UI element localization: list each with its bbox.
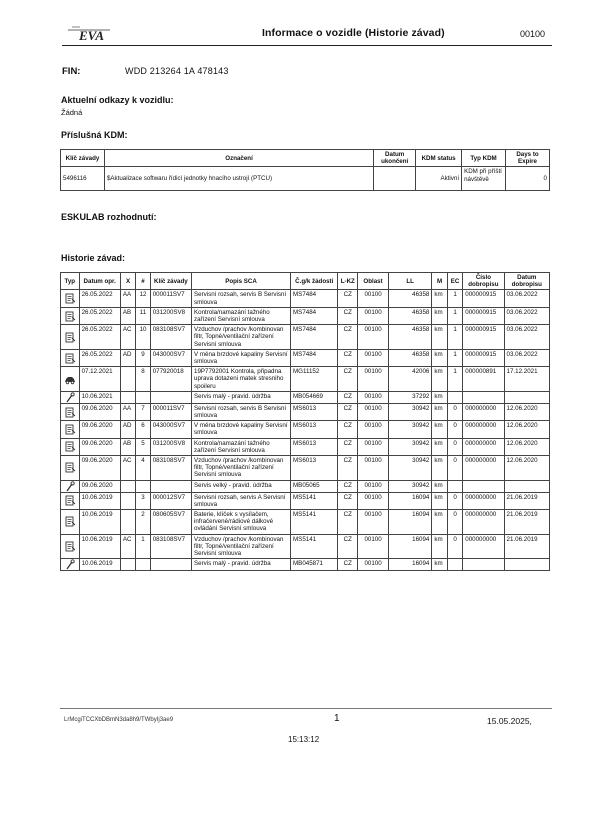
history-number: 10 [136, 325, 150, 350]
history-credit-number [463, 391, 504, 403]
history-m: km [432, 307, 447, 324]
document-icon [64, 355, 76, 362]
history-col-type: Typ [61, 273, 80, 290]
history-credit-date [504, 559, 549, 571]
history-description: Kontrola/namazání tažného zařízení Servisní smlouva [192, 438, 291, 455]
history-description: V měna brzdové kapaliny Servisní smlouva [192, 421, 291, 438]
history-request: MB054669 [291, 391, 338, 403]
page-title: Informace o vozidle (Historie závad) [262, 27, 445, 39]
history-type-cell [61, 421, 80, 438]
fin-value: WDD 213264 1A 478143 [125, 66, 229, 76]
history-credit-number [463, 559, 504, 571]
history-col-lkz: L-KZ [338, 273, 358, 290]
history-number: 3 [136, 492, 150, 509]
history-x: AB [120, 438, 135, 455]
history-credit-date: 03.06.2022 [504, 349, 549, 366]
history-number: 8 [136, 367, 150, 392]
history-request: MS6013 [291, 438, 338, 455]
history-number: 11 [136, 307, 150, 324]
history-row [61, 510, 550, 535]
history-m: km [432, 559, 447, 571]
history-col-key: Klíč závady [150, 273, 191, 290]
history-description: Servis malý - pravid. údržba [192, 391, 291, 403]
history-key: 031200SV8 [150, 307, 191, 324]
history-x: AC [120, 456, 135, 481]
history-date: 26.05.2022 [79, 325, 120, 350]
history-lkz: CZ [338, 438, 358, 455]
footer-time: 15:13:12 [288, 735, 320, 744]
history-type-cell [61, 391, 80, 403]
history-area: 00100 [358, 456, 389, 481]
history-type-cell [61, 480, 80, 492]
history-type-cell [61, 456, 80, 481]
history-credit-number [463, 480, 504, 492]
history-key: 077920018 [150, 367, 191, 392]
history-ll: 46358 [389, 349, 432, 366]
history-x [120, 492, 135, 509]
history-number: 12 [136, 290, 150, 307]
history-number: 7 [136, 403, 150, 420]
history-description: 19P7792001 Kontrola, připadna uprava dotazeni matek stresniho spoileru [192, 367, 291, 392]
history-description: Servisní rozsah, servis B Servisní smlouva [192, 403, 291, 420]
kdm-status: Aktivní [416, 167, 462, 191]
history-request: MS7484 [291, 307, 338, 324]
history-request: MS6013 [291, 421, 338, 438]
header-code: 00100 [520, 29, 546, 39]
document-icon [64, 519, 76, 526]
history-lkz: CZ [338, 325, 358, 350]
history-body [61, 290, 550, 571]
history-credit-date: 03.06.2022 [504, 307, 549, 324]
history-ll: 46358 [389, 325, 432, 350]
document-icon [64, 313, 76, 320]
history-ll: 16094 [389, 510, 432, 535]
history-credit-date: 21.06.2019 [504, 510, 549, 535]
history-ll: 30942 [389, 438, 432, 455]
history-credit-date: 12.06.2020 [504, 403, 549, 420]
document-icon [64, 426, 76, 433]
document-icon [64, 498, 76, 505]
history-ec: 0 [447, 510, 462, 535]
history-ec: 1 [447, 307, 462, 324]
history-ll: 46358 [389, 307, 432, 324]
history-col-date: Datum opr. [79, 273, 120, 290]
history-date: 26.05.2022 [79, 349, 120, 366]
history-request: MS6013 [291, 456, 338, 481]
history-date: 10.06.2019 [79, 559, 120, 571]
history-date: 07.12.2021 [79, 367, 120, 392]
history-row [61, 403, 550, 420]
history-x: AA [120, 403, 135, 420]
history-header-row [61, 273, 550, 290]
history-credit-number: 000000000 [463, 456, 504, 481]
history-x: AC [120, 325, 135, 350]
history-ec: 0 [447, 456, 462, 481]
kdm-col-days: Days to Expire [506, 150, 550, 167]
history-x [120, 559, 135, 571]
history-number: 2 [136, 510, 150, 535]
history-lkz: CZ [338, 480, 358, 492]
wrench-icon [64, 483, 76, 490]
history-area: 00100 [358, 480, 389, 492]
history-key: 083108SV7 [150, 456, 191, 481]
history-credit-number: 000000000 [463, 510, 504, 535]
history-date: 26.05.2022 [79, 307, 120, 324]
history-date: 26.05.2022 [79, 290, 120, 307]
history-area: 00100 [358, 403, 389, 420]
history-row [61, 456, 550, 481]
history-m: km [432, 290, 447, 307]
history-credit-number: 000000915 [463, 290, 504, 307]
kdm-header-row [61, 150, 550, 167]
history-key: 000011SV7 [150, 290, 191, 307]
history-ll: 16094 [389, 492, 432, 509]
history-area: 00100 [358, 510, 389, 535]
history-col-credit-date: Datum dobropisu [504, 273, 549, 290]
history-request: MG11152 [291, 367, 338, 392]
history-credit-date: 21.06.2019 [504, 534, 549, 559]
history-type-cell [61, 307, 80, 324]
history-request: MB045871 [291, 559, 338, 571]
kdm-row [61, 167, 550, 191]
history-m: km [432, 438, 447, 455]
history-ll: 37292 [389, 391, 432, 403]
history-m: km [432, 534, 447, 559]
history-ec: 1 [447, 290, 462, 307]
document-icon [64, 543, 76, 550]
eva-logo [66, 22, 112, 44]
history-ec: 1 [447, 367, 462, 392]
history-area: 00100 [358, 534, 389, 559]
history-number: 9 [136, 349, 150, 366]
history-ll: 30942 [389, 480, 432, 492]
history-lkz: CZ [338, 307, 358, 324]
history-key: 043000SV7 [150, 349, 191, 366]
history-description: Servis velký - pravid. údržba [192, 480, 291, 492]
history-area: 00100 [358, 307, 389, 324]
history-type-cell [61, 534, 80, 559]
history-lkz: CZ [338, 290, 358, 307]
document-icon [64, 334, 76, 341]
history-col-credit-number: Číslo dobropisu [463, 273, 504, 290]
history-description: Vzduchov /prachov /kombinovan filtr, Topné/ventilační zařízení Servisní smlouva [192, 534, 291, 559]
history-row [61, 534, 550, 559]
history-type-cell [61, 290, 80, 307]
history-lkz: CZ [338, 510, 358, 535]
history-credit-date [504, 391, 549, 403]
history-x [120, 480, 135, 492]
history-type-cell [61, 367, 80, 392]
history-type-cell [61, 403, 80, 420]
history-ec: 0 [447, 421, 462, 438]
history-row [61, 492, 550, 509]
history-ll: 30942 [389, 403, 432, 420]
history-col-number: # [136, 273, 150, 290]
history-m: km [432, 492, 447, 509]
history-ll: 46358 [389, 290, 432, 307]
history-credit-number: 000000000 [463, 534, 504, 559]
history-key [150, 559, 191, 571]
history-col-ll: LL [389, 273, 432, 290]
history-number [136, 559, 150, 571]
history-request: MS5141 [291, 510, 338, 535]
history-m: km [432, 480, 447, 492]
history-row [61, 290, 550, 307]
history-type-cell [61, 438, 80, 455]
history-key: 083108SV7 [150, 325, 191, 350]
history-area: 00100 [358, 438, 389, 455]
history-ec [447, 480, 462, 492]
history-lkz: CZ [338, 492, 358, 509]
kdm-title: Příslušná KDM: [61, 130, 128, 140]
wrench-icon [64, 561, 76, 568]
history-row [61, 367, 550, 392]
document-icon [64, 409, 76, 416]
history-row [61, 559, 550, 571]
history-date: 09.06.2020 [79, 438, 120, 455]
history-credit-date: 12.06.2020 [504, 421, 549, 438]
history-request: MS7484 [291, 290, 338, 307]
kdm-key: 5496116 [61, 167, 105, 191]
history-key [150, 480, 191, 492]
history-type-cell [61, 559, 80, 571]
history-lkz: CZ [338, 534, 358, 559]
history-m: km [432, 325, 447, 350]
history-x: AD [120, 349, 135, 366]
history-lkz: CZ [338, 559, 358, 571]
history-ec [447, 391, 462, 403]
history-request: MS6013 [291, 403, 338, 420]
history-description: Servisní rozsah, servis B Servisní smlouva [192, 290, 291, 307]
history-lkz: CZ [338, 403, 358, 420]
links-value: Žádná [61, 108, 83, 117]
history-date: 09.06.2020 [79, 480, 120, 492]
history-m: km [432, 403, 447, 420]
history-date: 10.06.2019 [79, 534, 120, 559]
history-ll: 30942 [389, 456, 432, 481]
kdm-table [60, 149, 550, 191]
history-credit-number: 000000000 [463, 421, 504, 438]
footer-date: 15.05.2025, [487, 716, 532, 726]
kdm-days: 0 [506, 167, 550, 191]
history-key: 031200SV8 [150, 438, 191, 455]
history-m: km [432, 421, 447, 438]
history-credit-date [504, 480, 549, 492]
history-type-cell [61, 349, 80, 366]
kdm-type: KDM při příští návštěvě [462, 167, 506, 191]
history-number: 6 [136, 421, 150, 438]
document-icon [64, 295, 76, 302]
kdm-end-date [374, 167, 416, 191]
history-credit-number: 000000915 [463, 325, 504, 350]
history-description: Baterie, klíček s vysílačem, infračervené/rádiové dálkové ovládání Servisní smlouva [192, 510, 291, 535]
history-table [60, 272, 550, 571]
history-credit-date: 03.06.2022 [504, 290, 549, 307]
history-key: 083108SV7 [150, 534, 191, 559]
history-x: AA [120, 290, 135, 307]
history-number: 5 [136, 438, 150, 455]
history-ll: 16094 [389, 559, 432, 571]
history-request: MS5141 [291, 492, 338, 509]
history-ec: 0 [447, 403, 462, 420]
kdm-col-end-date: Datum ukončení [374, 150, 416, 167]
history-ll: 16094 [389, 534, 432, 559]
car-icon [64, 376, 76, 383]
history-number [136, 480, 150, 492]
history-description: Servisní rozsah, servis A Servisní smlouva [192, 492, 291, 509]
history-area: 00100 [358, 349, 389, 366]
footer-hash: LrMcgiTCCXbDBmN3da8h9/TWbyIj3ae9 [64, 717, 174, 723]
history-area: 00100 [358, 391, 389, 403]
history-number [136, 391, 150, 403]
history-date: 09.06.2020 [79, 456, 120, 481]
history-area: 00100 [358, 325, 389, 350]
history-key: 000012SV7 [150, 492, 191, 509]
history-lkz: CZ [338, 367, 358, 392]
history-description: Vzduchov /prachov /kombinovan filtr, Topné/ventilační zařízení Servisní smlouva [192, 325, 291, 350]
history-lkz: CZ [338, 421, 358, 438]
history-description: Kontrola/namazání tažného zařízení Servisní smlouva [192, 307, 291, 324]
history-date: 09.06.2020 [79, 403, 120, 420]
history-type-cell [61, 492, 80, 509]
kdm-name: $Aktualizace softwaru řídicí jednotky hnacího ustrojí (PTCU) [104, 167, 373, 191]
kdm-col-status: KDM status [416, 150, 462, 167]
history-date: 09.06.2020 [79, 421, 120, 438]
history-x: AB [120, 307, 135, 324]
history-ec: 0 [447, 534, 462, 559]
history-credit-number: 000000000 [463, 438, 504, 455]
history-ec: 1 [447, 349, 462, 366]
history-m: km [432, 510, 447, 535]
history-key [150, 391, 191, 403]
history-ec: 1 [447, 325, 462, 350]
history-row [61, 438, 550, 455]
history-credit-date: 17.12.2021 [504, 367, 549, 392]
history-area: 00100 [358, 290, 389, 307]
history-credit-number: 000000000 [463, 492, 504, 509]
history-row [61, 421, 550, 438]
history-area: 00100 [358, 367, 389, 392]
history-type-cell [61, 510, 80, 535]
history-lkz: CZ [338, 391, 358, 403]
history-x: AD [120, 421, 135, 438]
history-ec: 0 [447, 492, 462, 509]
history-credit-date: 21.06.2019 [504, 492, 549, 509]
history-row [61, 307, 550, 324]
kdm-col-key: Klíč závady [61, 150, 105, 167]
history-area: 00100 [358, 492, 389, 509]
history-x [120, 367, 135, 392]
kdm-col-type: Typ KDM [462, 150, 506, 167]
history-request: MB05065 [291, 480, 338, 492]
history-row [61, 391, 550, 403]
history-row [61, 325, 550, 350]
history-col-description: Popis SCA [192, 273, 291, 290]
history-ll: 30942 [389, 421, 432, 438]
history-title: Historie závad: [61, 253, 126, 263]
kdm-col-name: Označení [104, 150, 373, 167]
history-description: Vzduchov /prachov /kombinovan filtr, Topné/ventilační zařízení Servisní smlouva [192, 456, 291, 481]
history-m: km [432, 456, 447, 481]
history-ll: 42006 [389, 367, 432, 392]
header-divider [62, 45, 552, 46]
history-request: MS7484 [291, 349, 338, 366]
history-date: 10.06.2019 [79, 510, 120, 535]
history-m: km [432, 391, 447, 403]
history-key: 080605SV7 [150, 510, 191, 535]
document-icon [64, 465, 76, 472]
history-m: km [432, 349, 447, 366]
history-area: 00100 [358, 559, 389, 571]
history-ec: 0 [447, 438, 462, 455]
fin-label: FIN: [62, 66, 81, 77]
history-row [61, 480, 550, 492]
history-credit-number: 000000915 [463, 307, 504, 324]
history-credit-date: 03.06.2022 [504, 325, 549, 350]
history-credit-date: 12.06.2020 [504, 456, 549, 481]
footer-divider [60, 708, 552, 709]
history-credit-number: 000000915 [463, 349, 504, 366]
history-col-ec: EC [447, 273, 462, 290]
history-number: 1 [136, 534, 150, 559]
history-description: Servis malý - pravid. údržba [192, 559, 291, 571]
history-key: 043000SV7 [150, 421, 191, 438]
history-date: 10.06.2021 [79, 391, 120, 403]
eskulab-title: ESKULAB rozhodnutí: [61, 212, 157, 222]
history-col-m: M [432, 273, 447, 290]
logo-text: EVA [79, 28, 105, 43]
history-col-request: Č.g/k žádosti [291, 273, 338, 290]
history-description: V měna brzdové kapaliny Servisní smlouva [192, 349, 291, 366]
history-x: AC [120, 534, 135, 559]
history-m: km [432, 367, 447, 392]
history-row [61, 349, 550, 366]
history-type-cell [61, 325, 80, 350]
history-credit-date: 12.06.2020 [504, 438, 549, 455]
wrench-icon [64, 394, 76, 401]
history-request: MS7484 [291, 325, 338, 350]
page-number: 1 [334, 713, 340, 724]
links-title: Aktuelní odkazy k vozidlu: [61, 95, 174, 105]
history-x [120, 391, 135, 403]
history-credit-number: 000000000 [463, 403, 504, 420]
history-x [120, 510, 135, 535]
history-area: 00100 [358, 421, 389, 438]
history-lkz: CZ [338, 349, 358, 366]
history-date: 10.06.2019 [79, 492, 120, 509]
history-ec [447, 559, 462, 571]
history-key: 000011SV7 [150, 403, 191, 420]
document-icon [64, 444, 76, 451]
history-col-area: Oblast [358, 273, 389, 290]
history-col-x: X [120, 273, 135, 290]
history-number: 4 [136, 456, 150, 481]
history-lkz: CZ [338, 456, 358, 481]
history-request: MS5141 [291, 534, 338, 559]
history-credit-number: 000000891 [463, 367, 504, 392]
